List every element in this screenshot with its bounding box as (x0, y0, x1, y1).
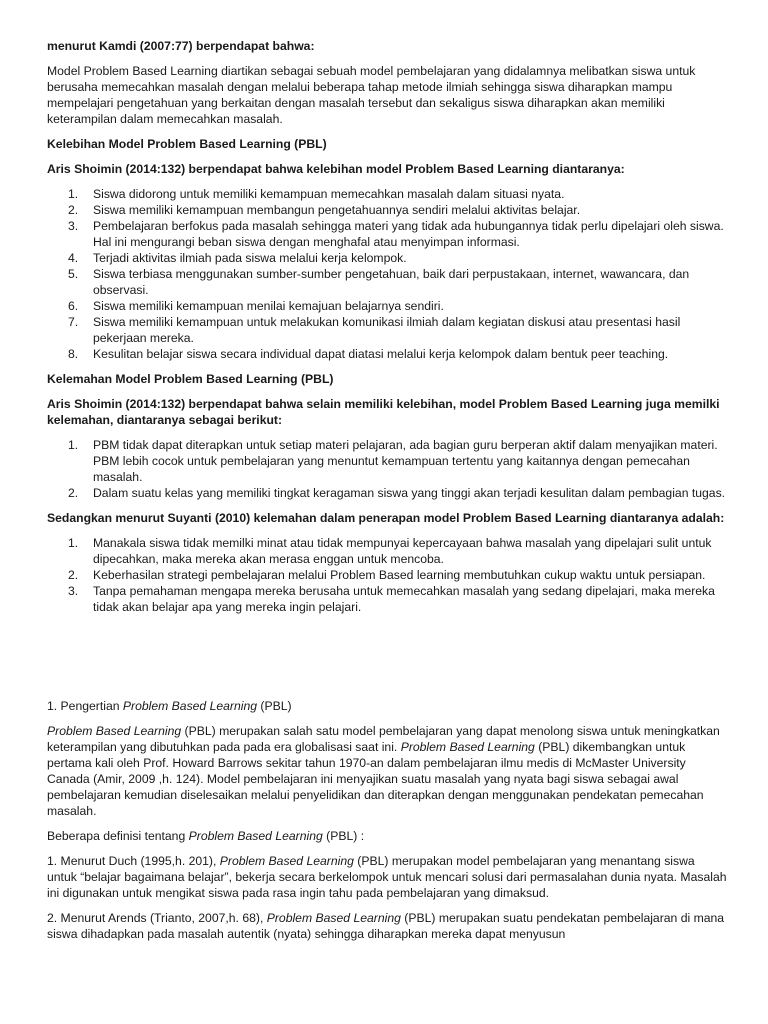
kelebihan-list (47, 186, 727, 362)
kelebihan-intro: Aris Shoimin (2014:132) berpendapat bahwa kelebihan model Problem Based Learning diantaranya: (47, 162, 625, 176)
duch-italic: Problem Based Learning (219, 854, 354, 868)
list-item (47, 250, 727, 266)
pengertian-heading-prefix: 1. Pengertian (47, 699, 123, 713)
list-item-text: Manakala siswa tidak memilki minat atau tidak mempunyai kepercayaan bahwa masalah yang dipelajari sulit untuk dipecahkan, maka mereka akan merasa enggan untuk mencoba. (93, 536, 712, 566)
list-item (47, 346, 727, 362)
list-item (47, 298, 727, 314)
arends-suffix: (PBL) merupakan suatu pendekatan pembelajaran di mana siswa dihadapkan pada masalah autentik (nyata) sehingga diharapkan mereka dapat menyusun (47, 911, 725, 941)
list-item (47, 186, 727, 202)
duch-definition (47, 853, 727, 901)
list-item-number: 2. (68, 568, 79, 582)
document-body (47, 38, 727, 951)
kelemahan-intro: Aris Shoimin (2014:132) berpendapat bahwa selain memiliki kelebihan, model Problem Based Learning juga memilki kelemahan, diantaranya sebagai berikut: (47, 397, 720, 427)
duch-prefix: 1. Menurut Duch (1995,h. 201), (47, 854, 220, 868)
list-item-number: 3. (68, 584, 79, 598)
list-item-text: Siswa memiliki kemampuan untuk melakukan komunikasi ilmiah dalam kegiatan diskusi atau presentasi hasil pekerjaan mereka. (93, 315, 681, 345)
pbl-term: Problem Based Learning (47, 724, 182, 738)
definisi-intro-prefix: Beberapa definisi tentang (47, 829, 189, 843)
pengertian-heading-suffix: (PBL) (257, 699, 292, 713)
pengertian-text-2: (PBL) dikembangkan untuk pertama kali oleh Prof. Howard Barrows sekitar tahun 1970-an dalam pembelajaran ilmu medis di McMaster University Canada (Amir, 2009 ,h. 124). Model pembelajaran ini menyajikan suatu masalah yang nyata bagi siswa sebagai awal pembelajaran kemudian diselesaikan melalui penyelidikan dan diterapkan dengan menggunakan pendekatan pemecahan masalah. (47, 740, 704, 818)
list-item-text: Kesulitan belajar siswa secara individual dapat diatasi melalui kerja kelompok dalam bentuk peer teaching. (93, 347, 669, 361)
list-item-number: 1. (68, 438, 79, 452)
kelebihan-heading: Kelebihan Model Problem Based Learning (PBL) (47, 137, 327, 151)
list-item-text: Keberhasilan strategi pembelajaran melalui Problem Based learning membutuhkan cukup waktu untuk persiapan. (93, 568, 706, 582)
definisi-intro (47, 828, 727, 844)
kelemahan-list (47, 437, 727, 501)
suyanti-intro: Sedangkan menurut Suyanti (2010) kelemahan dalam penerapan model Problem Based Learning diantaranya adalah: (47, 511, 725, 525)
arends-prefix: 2. Menurut Arends (Trianto, 2007,h. 68), (47, 911, 267, 925)
kelemahan-heading: Kelemahan Model Problem Based Learning (PBL) (47, 372, 334, 386)
intro-line: menurut Kamdi (2007:77) berpendapat bahwa: (47, 39, 315, 53)
list-item-text: Siswa terbiasa menggunakan sumber-sumber pengetahuan, baik dari perpustakaan, internet, wawancara, dan observasi. (93, 267, 690, 297)
list-item-text: Siswa memiliki kemampuan menilai kemajuan belajarnya sendiri. (93, 299, 444, 313)
list-item (47, 535, 727, 567)
pengertian-paragraph (47, 723, 727, 819)
list-item (47, 485, 727, 501)
duch-suffix: (PBL) merupakan model pembelajaran yang menantang siswa untuk “belajar bagaimana belajar”, bekerja secara berkelompok untuk mencari solusi dari permasalahan dunia nyata. Masalah ini digunakan untuk mengikat siswa pada rasa ingin tahu pada pembelajaran yang dimaksud. (47, 854, 727, 900)
list-item-number: 5. (68, 267, 79, 281)
list-item-number: 7. (68, 315, 79, 329)
list-item-number: 3. (68, 219, 79, 233)
definisi-intro-italic: Problem Based Learning (188, 829, 323, 843)
list-item-text: Siswa memiliki kemampuan membangun pengetahuannya sendiri melalui aktivitas belajar. (93, 203, 581, 217)
list-item-number: 1. (68, 536, 79, 550)
arends-definition (47, 910, 727, 942)
list-item (47, 266, 727, 298)
definisi-intro-suffix: (PBL) : (322, 829, 365, 843)
list-item-text: Tanpa pemahaman mengapa mereka berusaha untuk memecahkan masalah yang sedang dipelajari, maka mereka tidak akan belajar apa yang mereka ingin pelajari. (93, 584, 715, 614)
list-item (47, 314, 727, 346)
list-item-text: Pembelajaran berfokus pada masalah sehingga materi yang tidak ada hubungannya tidak perlu dipelajari oleh siswa. Hal ini mengurangi beban siswa dengan menghafal atau menyimpan informasi. (93, 219, 724, 249)
list-item-number: 2. (68, 486, 79, 500)
list-item (47, 583, 727, 615)
blank-gap (47, 624, 727, 698)
list-item-text: Terjadi aktivitas ilmiah pada siswa melalui kerja kelompok. (93, 251, 407, 265)
pengertian-heading-italic: Problem Based Learning (122, 699, 258, 713)
list-item-number: 2. (68, 203, 79, 217)
pengertian-text-1: (PBL) merupakan salah satu model pembelajaran yang dapat menolong siswa untuk meningkatkan keterampilan yang dibutuhkan pada pada era globalisasi saat ini. (47, 724, 720, 754)
list-item (47, 218, 727, 250)
list-item-number: 1. (68, 187, 79, 201)
pengertian-heading (47, 698, 727, 714)
list-item-number: 4. (68, 251, 79, 265)
suyanti-list (47, 535, 727, 615)
definition-paragraph: Model Problem Based Learning diartikan sebagai sebuah model pembelajaran yang didalamnya melibatkan siswa untuk berusaha memecahkan masalah dengan melalui beberapa tahap metode ilmiah sehingga siswa diharapkan mampu mempelajari pengetahuan yang berkaitan dengan masalah tersebut dan sekaligus siswa diharapkan akan memiliki keterampilan dalam memecahkan masalah. (47, 64, 696, 126)
list-item-number: 6. (68, 299, 79, 313)
list-item-text: Dalam suatu kelas yang memiliki tingkat keragaman siswa yang tinggi akan terjadi kesulitan dalam pembagian tugas. (93, 486, 726, 500)
list-item-text: Siswa didorong untuk memiliki kemampuan memecahkan masalah dalam situasi nyata. (93, 187, 565, 201)
list-item-number: 8. (68, 347, 79, 361)
arends-italic: Problem Based Learning (266, 911, 401, 925)
pbl-term: Problem Based Learning (400, 740, 535, 754)
list-item (47, 437, 727, 485)
list-item-text: PBM tidak dapat diterapkan untuk setiap materi pelajaran, ada bagian guru berperan aktif dalam menyajikan materi. PBM lebih cocok untuk pembelajaran yang menuntut kemampuan tertentu yang kaitannya dengan pemecahan masalah. (93, 438, 718, 484)
list-item (47, 202, 727, 218)
list-item (47, 567, 727, 583)
